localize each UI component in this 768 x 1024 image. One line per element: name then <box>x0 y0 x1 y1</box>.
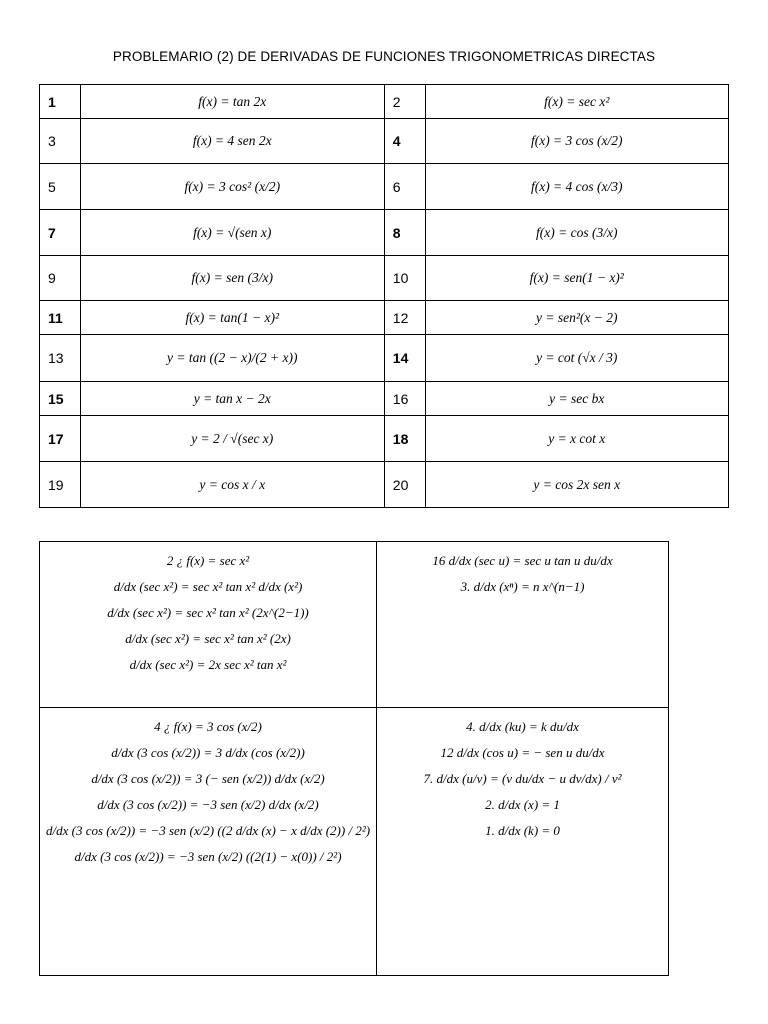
work-cell-rules-1 <box>377 542 669 708</box>
problem-expression-text: f(x) = tan(1 − x)² <box>185 309 279 325</box>
problem-number-label: 20 <box>392 476 409 493</box>
problem-number-label: 8 <box>392 224 401 241</box>
problem-number-label: 16 <box>392 390 409 407</box>
problem-expression <box>80 119 384 164</box>
derivation-line: d/dx (3 cos (x/2)) = −3 sen (x/2) ((2(1) − x(0)) / 2²) <box>74 849 342 864</box>
problem-number <box>40 119 81 164</box>
problem-number-label: 6 <box>392 178 401 195</box>
derivation-line: 1. d/dx (k) = 0 <box>485 823 560 838</box>
problem-number <box>40 416 81 462</box>
problem-number-label: 9 <box>48 270 56 286</box>
problem-expression <box>80 462 384 508</box>
derivation-line: d/dx (3 cos (x/2)) = −3 sen (x/2) d/dx (x/2) <box>97 797 319 812</box>
problem-number-label: 7 <box>48 224 56 241</box>
derivation-line: d/dx (3 cos (x/2)) = 3 (− sen (x/2)) d/dx (x/2) <box>91 771 325 786</box>
problem-number-label: 11 <box>48 309 63 326</box>
problem-expression-text: f(x) = 3 cos² (x/2) <box>184 178 281 194</box>
problem-number <box>40 210 81 256</box>
problem-expression-text: f(x) = √(sen x) <box>193 224 272 240</box>
problem-number <box>384 335 425 382</box>
derivation-line: d/dx (sec x²) = sec x² tan x² (2x^(2−1)) <box>107 605 309 620</box>
problem-number-label: 13 <box>48 350 64 366</box>
problem-number-label: 10 <box>392 270 409 286</box>
work-cell-rules-2 <box>377 708 669 976</box>
problem-number <box>384 256 425 301</box>
problem-expression-text: y = tan x − 2x <box>193 390 271 406</box>
derivation-line: 2. d/dx (x) = 1 <box>485 797 560 812</box>
problem-number <box>40 85 81 119</box>
problem-expression <box>425 210 729 256</box>
problem-number-label: 1 <box>48 93 56 110</box>
derivation-line: d/dx (sec x²) = 2x sec x² tan x² <box>129 657 287 672</box>
problem-expression-text: y = tan ((2 − x)/(2 + x)) <box>167 350 298 365</box>
problem-expression-text: f(x) = sen(1 − x)² <box>529 270 624 285</box>
problem-number-label: 2 <box>392 93 401 110</box>
problem-expression-text: y = cos 2x sen x <box>533 476 621 492</box>
work-cell-problem-4 <box>40 708 377 976</box>
problem-number <box>40 301 81 335</box>
derivation-line: 7. d/dx (u/v) = (v du/dx − u dv/dx) / v² <box>423 771 622 786</box>
problem-expression-text: f(x) = tan 2x <box>198 93 267 109</box>
derivation-line: 4. d/dx (ku) = k du/dx <box>466 719 579 734</box>
problem-expression <box>80 256 384 301</box>
derivation-line: 2 ¿ f(x) = sec x² <box>166 553 250 568</box>
problem-number <box>40 335 81 382</box>
problem-number <box>384 301 425 335</box>
problem-expression <box>80 382 384 416</box>
problem-expression <box>80 164 384 210</box>
problem-expression-text: f(x) = 4 sen 2x <box>192 133 272 148</box>
problem-number <box>384 119 425 164</box>
problem-number-label: 15 <box>48 390 64 407</box>
derivation-line: d/dx (3 cos (x/2)) = −3 sen (x/2) ((2 d/dx (x) − x d/dx (2)) / 2²) <box>46 823 371 838</box>
problem-row <box>40 119 729 164</box>
problem-row <box>40 382 729 416</box>
problem-expression <box>425 164 729 210</box>
problem-number <box>40 164 81 210</box>
problem-expression <box>425 462 729 508</box>
problem-expression <box>425 335 729 382</box>
problem-number <box>384 462 425 508</box>
problem-expression-text: y = sen²(x − 2) <box>536 309 618 325</box>
work-row <box>40 542 669 708</box>
problem-row <box>40 462 729 508</box>
derivation-line: 12 d/dx (cos u) = − sen u du/dx <box>440 745 605 760</box>
derivation-line: d/dx (sec x²) = sec x² tan x² d/dx (x²) <box>113 579 303 594</box>
problems-table <box>39 84 729 508</box>
problem-row <box>40 85 729 119</box>
problem-number-label: 12 <box>392 309 409 326</box>
work-cell-problem-2 <box>40 542 377 708</box>
problem-expression-text: f(x) = 3 cos (x/2) <box>530 133 623 148</box>
problem-expression-text: y = 2 / √(sec x) <box>191 430 274 446</box>
problem-expression <box>80 335 384 382</box>
problem-expression <box>425 85 729 119</box>
problem-expression-text: f(x) = cos (3/x) <box>536 224 618 240</box>
problem-row <box>40 335 729 382</box>
problem-number <box>40 382 81 416</box>
problem-expression <box>425 382 729 416</box>
problem-number <box>384 416 425 462</box>
problem-number <box>384 382 425 416</box>
problem-expression <box>425 256 729 301</box>
problem-expression <box>425 301 729 335</box>
problem-expression <box>425 416 729 462</box>
work-row <box>40 708 669 976</box>
problem-number <box>384 85 425 119</box>
derivation-line: 16 d/dx (sec u) = sec u tan u du/dx <box>432 553 613 568</box>
problem-expression <box>80 85 384 119</box>
worked-solutions-table <box>39 541 669 976</box>
problem-number-label: 19 <box>48 476 64 493</box>
problem-expression <box>80 301 384 335</box>
problem-expression-text: f(x) = 4 cos (x/3) <box>530 178 623 194</box>
problem-row <box>40 301 729 335</box>
problem-number-label: 14 <box>392 350 409 366</box>
problem-row <box>40 210 729 256</box>
derivation-line: 3. d/dx (xⁿ) = n x^(n−1) <box>460 579 585 594</box>
problem-number <box>40 256 81 301</box>
derivation-line: 4 ¿ f(x) = 3 cos (x/2) <box>154 719 262 734</box>
problem-row <box>40 164 729 210</box>
problem-number-label: 18 <box>392 430 409 447</box>
problem-number <box>384 210 425 256</box>
problem-expression-text: y = x cot x <box>548 430 606 446</box>
problem-row <box>40 416 729 462</box>
problem-expression-text: y = sec bx <box>549 390 605 406</box>
derivation-line: d/dx (sec x²) = sec x² tan x² (2x) <box>125 631 291 646</box>
problem-number-label: 4 <box>392 133 401 149</box>
problem-number-label: 3 <box>48 133 56 149</box>
problem-number-label: 17 <box>48 430 64 447</box>
problem-expression <box>80 416 384 462</box>
problem-expression-text: f(x) = sen (3/x) <box>191 270 273 285</box>
page-title: PROBLEMARIO (2) DE DERIVADAS DE FUNCIONES TRIGONOMETRICAS DIRECTAS <box>112 49 656 64</box>
problem-number <box>384 164 425 210</box>
problem-expression-text: y = cot (√x / 3) <box>536 350 618 365</box>
problem-expression-text: f(x) = sec x² <box>544 93 610 109</box>
problem-expression <box>80 210 384 256</box>
problem-expression <box>425 119 729 164</box>
problem-number-label: 5 <box>48 178 56 195</box>
problem-expression-text: y = cos x / x <box>199 476 266 492</box>
problem-number <box>40 462 81 508</box>
derivation-line: d/dx (3 cos (x/2)) = 3 d/dx (cos (x/2)) <box>111 745 305 760</box>
problem-row <box>40 256 729 301</box>
